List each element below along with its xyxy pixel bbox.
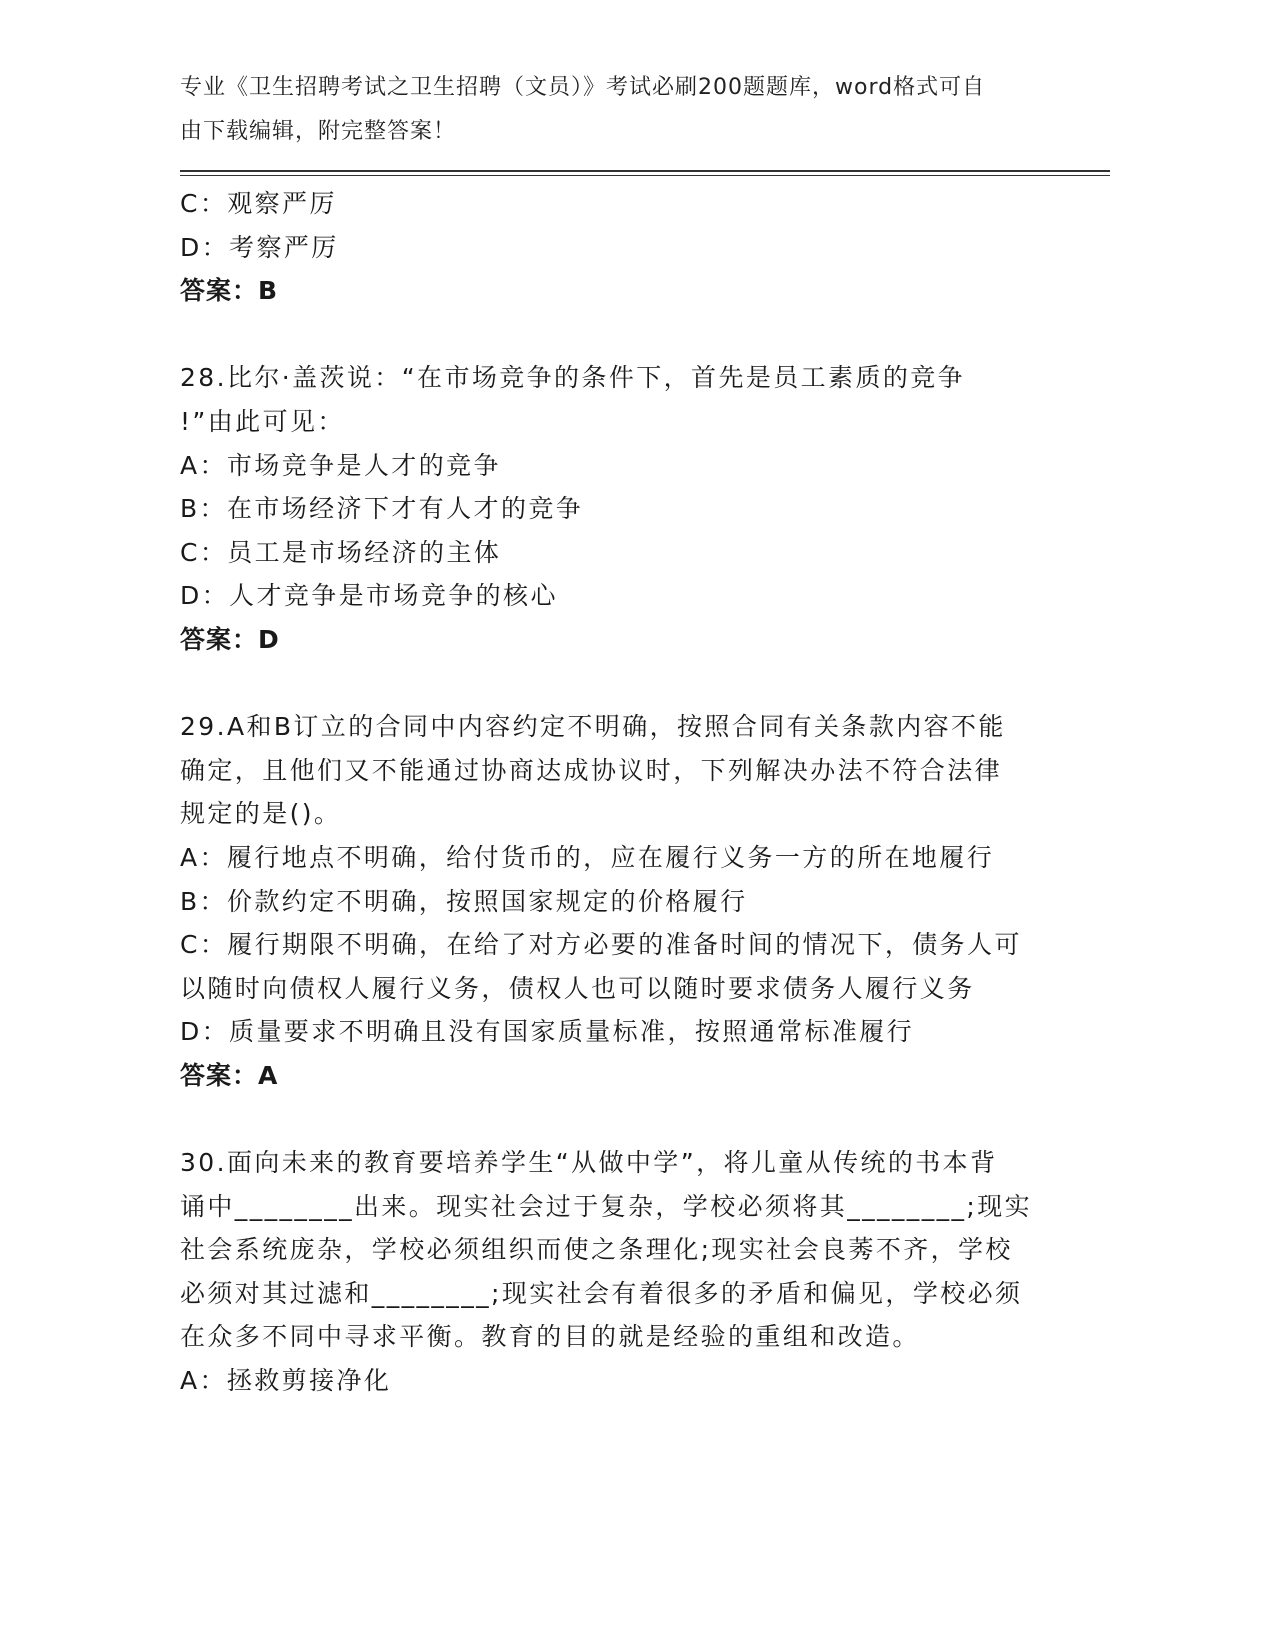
question-stem: 规定的是()。 [180, 799, 342, 829]
header-title-line-2: 由下载编辑，附完整答案！ [180, 118, 457, 144]
prev-question-tail [180, 182, 1040, 313]
option-c: C：员工是市场经济的主体 [180, 537, 502, 567]
option-d: D：人才竞争是市场竞争的核心 [180, 581, 558, 611]
option-b: B：在市场经济下才有人才的竞争 [180, 494, 584, 524]
option-a: A：市场竞争是人才的竞争 [180, 450, 501, 480]
option-c-continued: 以随时向债权人履行义务，债权人也可以随时要求债务人履行义务 [180, 973, 975, 1003]
option-d: D：质量要求不明确且没有国家质量标准，按照通常标准履行 [180, 1017, 915, 1047]
question-28 [180, 356, 1040, 661]
question-stem: 28.比尔·盖茨说：“在市场竞争的条件下，首先是员工素质的竞争 [180, 363, 966, 393]
question-stem: 在众多不同中寻求平衡。教育的目的就是经验的重组和改造。 [180, 1322, 920, 1352]
document-body [180, 182, 1040, 1403]
question-stem: 30.面向未来的教育要培养学生“从做中学”，将儿童从传统的书本背 [180, 1148, 998, 1178]
question-stem: 29.A和B订立的合同中内容约定不明确，按照合同有关条款内容不能 [180, 712, 1006, 742]
option-a: A：履行地点不明确，给付货币的，应在履行义务一方的所在地履行 [180, 842, 995, 872]
header-divider-thick [180, 170, 1110, 172]
question-stem: 社会系统庞杂，学校必须组织而使之条理化;现实社会良莠不齐，学校 [180, 1235, 1013, 1265]
question-stem: 必须对其过滤和________;现实社会有着很多的矛盾和偏见，学校必须 [180, 1278, 1023, 1308]
option-d: D：考察严厉 [180, 232, 339, 262]
spacer [180, 1097, 1040, 1141]
spacer [180, 313, 1040, 357]
option-c: C：履行期限不明确，在给了对方必要的准备时间的情况下，债务人可 [180, 930, 1022, 960]
question-stem: !”由此可见： [180, 406, 345, 436]
spacer [180, 662, 1040, 706]
question-30 [180, 1141, 1040, 1403]
question-stem: 确定，且他们又不能通过协商达成协议时，下列解决办法不符合法律 [180, 755, 1003, 785]
header-title-line-1: 专业《卫生招聘考试之卫生招聘（文员）》考试必刷200题题库，word格式可自 [180, 75, 986, 100]
question-stem: 诵中________出来。现实社会过于复杂，学校必须将其________;现实 [180, 1191, 1033, 1221]
option-c: C：观察严厉 [180, 189, 337, 218]
answer: 答案：B [180, 276, 279, 306]
answer: 答案：D [180, 624, 280, 654]
answer: 答案：A [180, 1060, 279, 1090]
question-29 [180, 705, 1040, 1097]
option-a: A：拯救剪接净化 [180, 1366, 392, 1396]
option-b: B：价款约定不明确，按照国家规定的价格履行 [180, 886, 748, 916]
header-divider-thin [180, 175, 1110, 176]
document-header [180, 70, 1040, 157]
